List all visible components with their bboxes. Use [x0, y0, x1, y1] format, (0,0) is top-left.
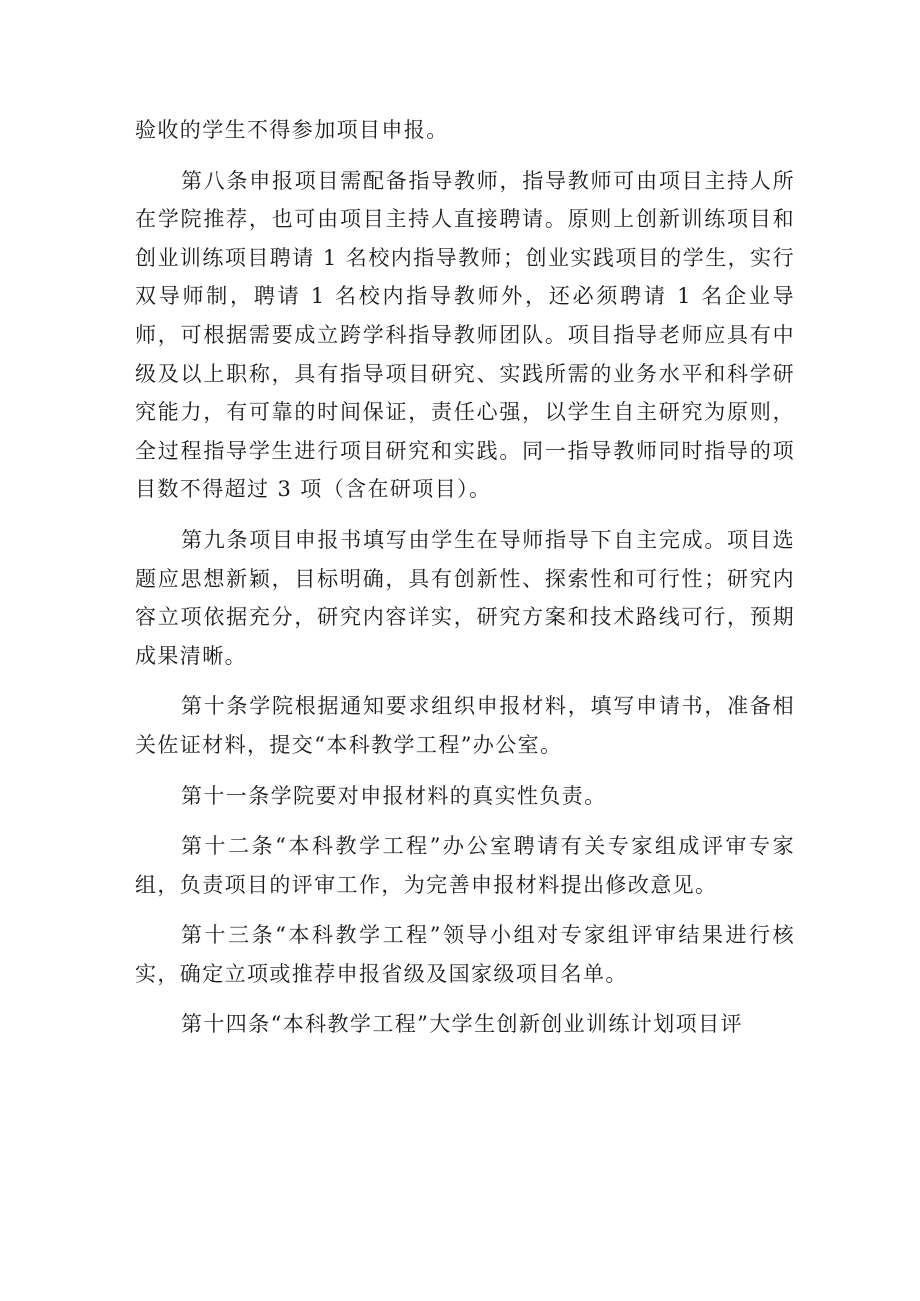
paragraph-continuation: 验收的学生不得参加项目申报。 [135, 118, 449, 142]
paragraph-article-9: 第九条项目申报书填写由学生在导师指导下自主完成。项目选题应思想新颖，目标明确，具有创新性、探索性和可行性；研究内容立项依据充分，研究内容详实，研究方案和技术路线可行，预期成果清晰。 [135, 527, 795, 668]
paragraph-article-8: 第八条申报项目需配备指导教师，指导教师可由项目主持人所在学院推荐，也可由项目主持人直接聘请。原则上创新训练项目和创业训练项目聘请 1 名校内指导教师；创业实践项目的学生，实行双导师制，聘请 1 名校内指导教师外，还必须聘请 1 名企业导师，可根据需要成立跨学科指导教师团队。项目指导老师应具有中级及以上职称，具有指导项目研究、实践所需的业务水平和科学研究能力，有可靠的时间保证，责任心强，以学生自主研究为原则，全过程指导学生进行项目研究和实践。同一指导教师同时指导的项目数不得超过 3 项（含在研项目）。 [135, 168, 795, 502]
document-body [135, 111, 795, 1044]
paragraph-article-12: 第十二条“本科教学工程”办公室聘请有关专家组成评审专家组，负责项目的评审工作，为完善申报材料提出修改意见。 [135, 834, 795, 897]
paragraph-article-10: 第十条学院根据通知要求组织申报材料，填写申请书，准备相关佐证材料，提交“本科教学工程”办公室。 [135, 694, 795, 757]
paragraph-article-11: 第十一条学院要对申报材料的真实性负责。 [181, 783, 607, 808]
paragraph-article-14: 第十四条“本科教学工程”大学生创新创业训练计划项目评 [181, 1012, 743, 1037]
paragraph-article-13: 第十三条“本科教学工程”领导小组对专家组评审结果进行核实，确定立项或推荐申报省级及国家级项目名单。 [135, 923, 795, 986]
